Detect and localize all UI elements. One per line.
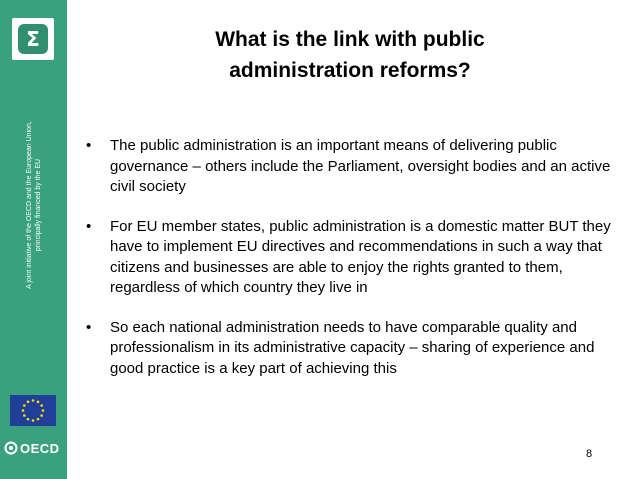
- bullet-text: For EU member states, public administration is a domestic matter BUT they have to implement EU directives and recommendations in such a way that citizens and businesses are able to enjoy the rights granted to them, regardless of which country they live in: [110, 217, 611, 296]
- bullet-list: [86, 136, 621, 398]
- oecd-logo: [4, 438, 64, 458]
- sidebar-caption-line2: principally financed by the EU: [35, 158, 42, 252]
- bullet-marker: •: [86, 318, 92, 336]
- eu-star-icon: [42, 409, 45, 412]
- bullet-text: The public administration is an important means of delivering public governance – others include the Parliament, oversight bodies and an active civil society: [110, 137, 611, 195]
- bullet-item: [86, 136, 621, 198]
- bullet-item: [86, 318, 621, 380]
- oecd-mark-icon: [4, 441, 18, 455]
- eu-star-icon: [22, 409, 25, 412]
- bullet-marker: •: [86, 217, 92, 235]
- bullet-marker: •: [86, 137, 92, 154]
- eu-star-icon: [23, 414, 26, 417]
- eu-star-icon: [32, 419, 35, 422]
- oecd-label: OECD: [20, 440, 60, 456]
- sidebar: [0, 0, 67, 479]
- bullet-item: [86, 217, 621, 299]
- eu-star-icon: [40, 414, 43, 417]
- eu-flag-icon: [10, 395, 56, 426]
- eu-star-icon: [27, 418, 30, 421]
- sidebar-caption-line1: A joint initiative of the OECD and the European Union,: [26, 121, 33, 289]
- eu-star-icon: [32, 399, 35, 402]
- eu-star-icon: [40, 404, 43, 407]
- slide-title-line2: administration reforms?: [229, 59, 471, 82]
- eu-star-icon: [37, 401, 40, 404]
- eu-star-icon: [37, 418, 40, 421]
- sigma-icon: Σ: [18, 24, 48, 54]
- bullet-text: So each national administration needs to have comparable quality and professionalism in its administrative capacity – sharing of experience and good practice is a key part of achieving this: [110, 318, 595, 377]
- page-number: 8: [586, 448, 593, 460]
- sidebar-caption: [25, 100, 43, 310]
- slide-title-line1: What is the link with public: [215, 28, 485, 51]
- eu-star-icon: [27, 401, 30, 404]
- sigma-logo: [12, 18, 54, 60]
- slide-title: [110, 24, 590, 86]
- eu-star-icon: [23, 404, 26, 407]
